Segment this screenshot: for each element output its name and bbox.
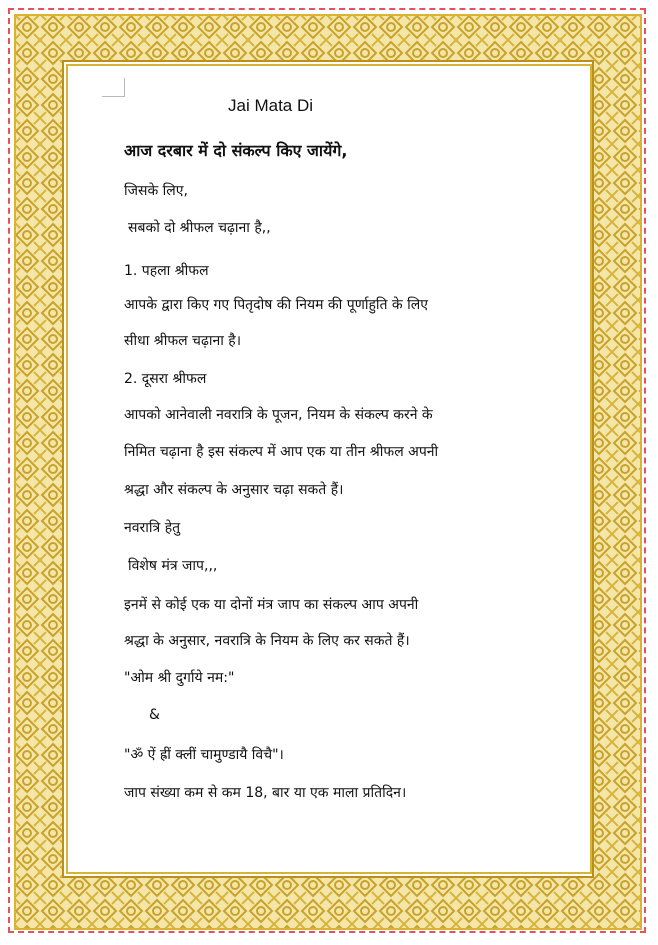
mantra-line: "ॐ ऐं ह्रीं क्लीं चामुण्डायै विचै"।: [124, 747, 284, 763]
text-line: जिसके लिए,: [124, 183, 188, 199]
page-heading: आज दरबार में दो संकल्प किए जायेंगे,: [124, 141, 348, 160]
text-line: आपके द्वारा किए गए पितृदोष की नियम की पूर्णाहुति के लिए: [124, 297, 428, 313]
corner-crop-mark: [102, 78, 125, 97]
ampersand: &: [149, 707, 160, 723]
text-line: 1. पहला श्रीफल: [124, 263, 209, 279]
text-line: 2. दूसरा श्रीफल: [124, 371, 207, 387]
text-line: इनमें से कोई एक या दोनों मंत्र जाप का संकल्प आप अपनी: [124, 597, 419, 613]
text-line: श्रद्धा के अनुसार, नवरात्रि के नियम के लिए कर सकते हैं।: [124, 633, 410, 649]
text-line: निमित चढ़ाना है इस संकल्प में आप एक या तीन श्रीफल अपनी: [124, 444, 439, 460]
text-line: सबको दो श्रीफल चढ़ाना है,,: [128, 220, 271, 236]
mantra-line: "ओम श्री दुर्गाये नम:": [124, 670, 235, 686]
text-line: श्रद्धा और संकल्प के अनुसार चढ़ा सकते हैं।: [124, 482, 344, 498]
page-title: Jai Mata Di: [228, 96, 314, 115]
text-line: जाप संख्या कम से कम 18, बार या एक माला प्रतिदिन।: [124, 785, 407, 801]
text-line: सीधा श्रीफल चढ़ाना है।: [124, 333, 242, 349]
text-line: विशेष मंत्र जाप,,,: [128, 558, 218, 574]
text-line: आपको आनेवाली नवरात्रि के पूजन, नियम के संकल्प करने के: [124, 407, 433, 423]
text-line: नवरात्रि हेतु: [124, 520, 181, 536]
